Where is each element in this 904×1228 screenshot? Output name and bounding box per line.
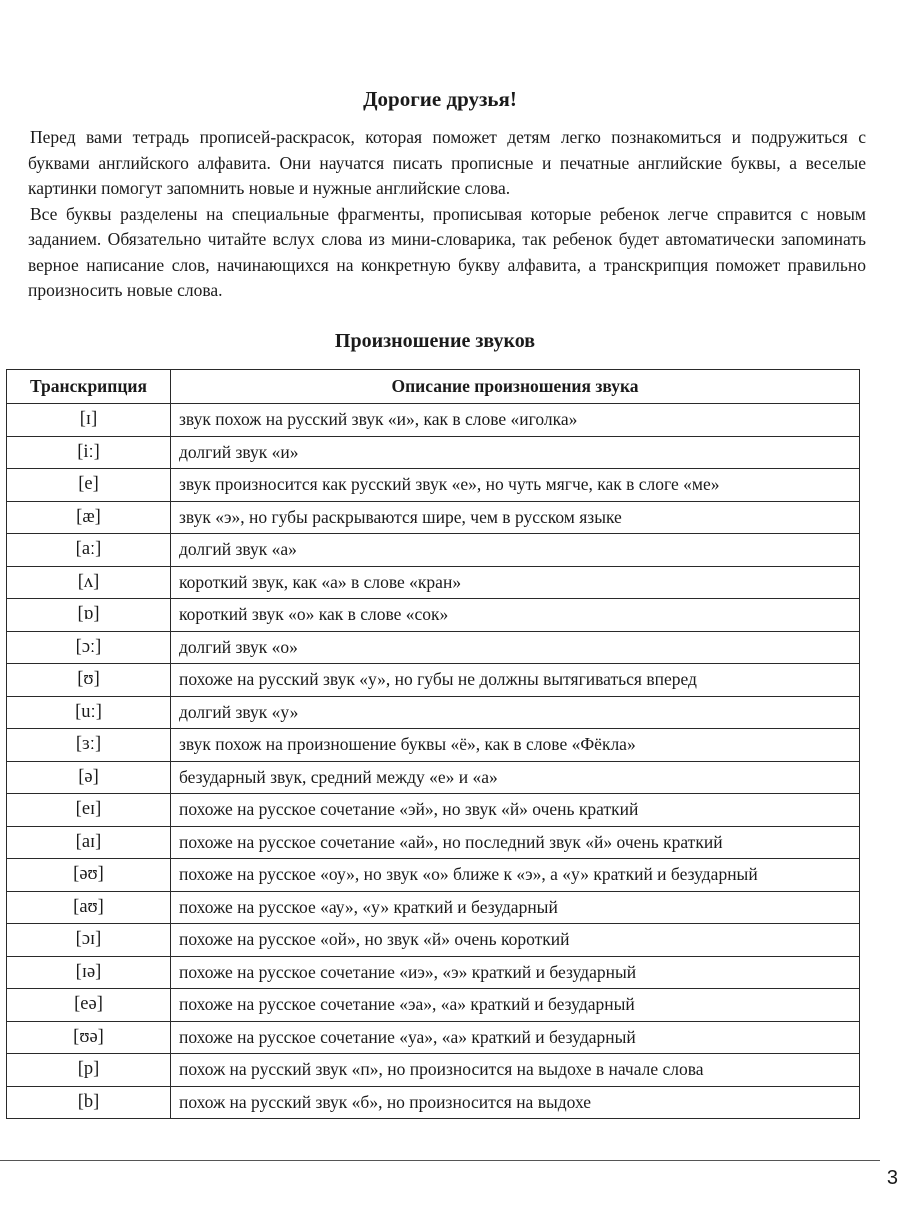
transcription-cell: [ɪ] — [7, 404, 171, 437]
table-row — [7, 729, 860, 762]
description-cell: звук похож на произношение буквы «ё», как в слове «Фёкла» — [171, 729, 860, 762]
description-cell: похоже на русский звук «у», но губы не должны вытягиваться вперед — [171, 664, 860, 697]
table-row — [7, 761, 860, 794]
table-row — [7, 1021, 860, 1054]
table-row — [7, 924, 860, 957]
intro-paragraph-2: Все буквы разделены на специальные фрагменты, прописывая которые ребенок легче справится с новым заданием. Обязательно читайте вслух слова из мини-словарика, так ребенок будет автоматически запоминать верное написание слов, начинающихся на конкретную букву алфавита, а транскрипция поможет правильно произносить новые слова. — [28, 203, 866, 300]
table-row — [7, 1054, 860, 1087]
transcription-cell: [eə] — [7, 989, 171, 1022]
description-cell: короткий звук «о» как в слове «сок» — [171, 599, 860, 632]
transcription-cell: [ʊə] — [7, 1021, 171, 1054]
table-row — [7, 989, 860, 1022]
table-row — [7, 436, 860, 469]
transcription-cell: [ɜː] — [7, 729, 171, 762]
description-cell: похоже на русское «ой», но звук «й» очень короткий — [171, 924, 860, 957]
transcription-cell: [p] — [7, 1054, 171, 1087]
description-cell: похоже на русское сочетание «уа», «а» краткий и безударный — [171, 1021, 860, 1054]
description-cell: долгий звук «и» — [171, 436, 860, 469]
section-title: Произношение звуков — [334, 330, 536, 352]
table-row — [7, 566, 860, 599]
transcription-cell: [aɪ] — [7, 826, 171, 859]
transcription-cell: [əʊ] — [7, 859, 171, 892]
table-row — [7, 826, 860, 859]
table-row — [7, 469, 860, 502]
footer-divider — [0, 1160, 880, 1161]
transcription-cell: [ə] — [7, 761, 171, 794]
column-header-transcription: Транскрипция — [7, 370, 171, 404]
description-cell: звук «э», но губы раскрываются шире, чем в русском языке — [171, 501, 860, 534]
description-cell: похож на русский звук «б», но произносится на выдохе — [171, 1086, 860, 1119]
table-row — [7, 794, 860, 827]
description-cell: долгий звук «а» — [171, 534, 860, 567]
table-row — [7, 664, 860, 697]
transcription-cell: [ɔː] — [7, 631, 171, 664]
transcription-cell: [ʌ] — [7, 566, 171, 599]
transcription-cell: [aʊ] — [7, 891, 171, 924]
table-header-row — [7, 370, 860, 404]
description-cell: короткий звук, как «а» в слове «кран» — [171, 566, 860, 599]
description-cell: безударный звук, средний между «е» и «а» — [171, 761, 860, 794]
transcription-cell: [aː] — [7, 534, 171, 567]
table-row — [7, 1086, 860, 1119]
intro-paragraph-1: Перед вами тетрадь прописей-раскрасок, которая поможет детям легко познакомиться и подружиться с буквами английского алфавита. Они научатся писать прописные и печатные английские буквы, а веселые картинки помогут запомнить новые и нужные английские слова. — [28, 127, 866, 198]
transcription-cell: [uː] — [7, 696, 171, 729]
transcription-cell: [ɒ] — [7, 599, 171, 632]
description-cell: похоже на русское сочетание «ай», но последний звук «й» очень краткий — [171, 826, 860, 859]
table-row — [7, 891, 860, 924]
transcription-cell: [æ] — [7, 501, 171, 534]
description-cell: похоже на русское сочетание «эа», «а» краткий и безударный — [171, 989, 860, 1022]
column-header-description: Описание произношения звука — [171, 370, 860, 404]
transcription-cell: [b] — [7, 1086, 171, 1119]
intro-text — [28, 125, 866, 304]
table-row — [7, 696, 860, 729]
pronunciation-table — [6, 369, 860, 1119]
table-row — [7, 534, 860, 567]
transcription-cell: [eɪ] — [7, 794, 171, 827]
transcription-cell: [iː] — [7, 436, 171, 469]
description-cell: долгий звук «о» — [171, 631, 860, 664]
transcription-cell: [ɔɪ] — [7, 924, 171, 957]
description-cell: похоже на русское сочетание «эй», но звук «й» очень краткий — [171, 794, 860, 827]
description-cell: звук произносится как русский звук «е», но чуть мягче, как в слоге «ме» — [171, 469, 860, 502]
description-cell: похоже на русское «ау», «у» краткий и безударный — [171, 891, 860, 924]
description-cell: долгий звук «у» — [171, 696, 860, 729]
table-row — [7, 859, 860, 892]
description-cell: похож на русский звук «п», но произносится на выдохе в начале слова — [171, 1054, 860, 1087]
transcription-cell: [ʊ] — [7, 664, 171, 697]
page-number: 3 — [886, 1167, 898, 1189]
table-row — [7, 599, 860, 632]
description-cell: звук похож на русский звук «и», как в слове «иголка» — [171, 404, 860, 437]
transcription-cell: [e] — [7, 469, 171, 502]
description-cell: похоже на русское «оу», но звук «о» ближе к «э», а «у» краткий и безударный — [171, 859, 860, 892]
description-cell: похоже на русское сочетание «иэ», «э» краткий и безударный — [171, 956, 860, 989]
page-title: Дорогие друзья! — [363, 87, 517, 111]
table-row — [7, 631, 860, 664]
table-row — [7, 404, 860, 437]
table-row — [7, 501, 860, 534]
table-row — [7, 956, 860, 989]
transcription-cell: [ɪə] — [7, 956, 171, 989]
